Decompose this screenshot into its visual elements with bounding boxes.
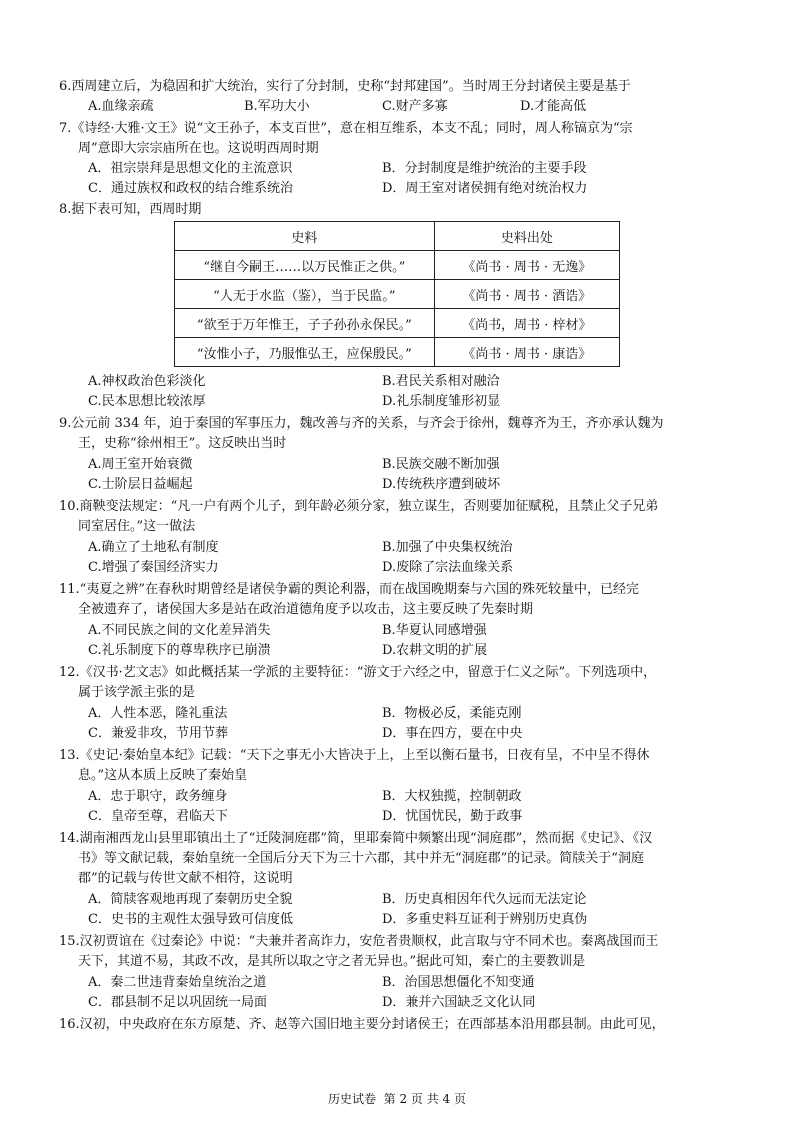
q14-option-b: B．历史真相因年代久远而无法定论 <box>382 892 587 907</box>
table-row <box>175 251 620 280</box>
q12-option-b: B．物极必反，柔能克刚 <box>382 706 522 721</box>
table-cell-source: “汝惟小子，乃服惟弘王，应保殷民。” <box>175 338 435 367</box>
q11-option-a: A.不同民族之间的文化差异消失 <box>88 623 271 638</box>
q9-option-d: D.传统秩序遭到破坏 <box>382 477 501 492</box>
q7-option-c: C．通过族权和政权的结合维系统治 <box>88 181 293 196</box>
table-row <box>175 309 620 338</box>
table-row <box>175 338 620 367</box>
q7-option-d: D．周王室对诸侯拥有绝对统治权力 <box>382 181 588 196</box>
page-footer: 历史试卷 第 2 页 共 4 页 <box>328 1092 466 1106</box>
q12-option-c: C．兼爱非攻，节用节葬 <box>88 726 228 741</box>
q11-option-d: D.农耕文明的扩展 <box>382 643 488 658</box>
q15-option-a: A．秦二世违背秦始皇统治之道 <box>88 975 267 990</box>
table-cell-source: “欲至于万年惟王，子子孙孙永保民。” <box>175 309 435 338</box>
q14-line-2: 书》等文献记载，秦始皇统一全国后分天下为三十六郡，其中并无“洞庭郡”的记录。简牍关于“洞庭 <box>78 851 644 866</box>
q15-option-b: B．治国思想僵化不知变通 <box>382 975 535 990</box>
q13-option-b: B．大权独揽，控制朝政 <box>382 789 522 804</box>
q10-line-1: 10.商鞅变法规定：“凡一户有两个儿子，到年龄必须分家，独立谋生，否则要加征赋税，且禁止父子兄弟 <box>59 499 659 514</box>
table-cell-origin: 《尚书 · 周书 · 酒诰》 <box>434 280 619 309</box>
q12-option-d: D．事在四方，要在中央 <box>382 726 523 741</box>
q7-line-2: 周”意即大宗宗庙所在也。这说明西周时期 <box>78 141 319 156</box>
q8-option-c: C.民本思想比较浓厚 <box>88 394 206 409</box>
q13-line-1: 13.《史记·秦始皇本纪》记载：“天下之事无小大皆决于上，上至以衡石量书，日夜有呈，不中呈不得休 <box>59 748 650 763</box>
q6-option-d: D.才能高低 <box>520 99 587 114</box>
q8-line-1: 8.据下表可知，西周时期 <box>59 202 202 217</box>
q9-line-1: 9.公元前 334 年，迫于秦国的军事压力，魏改善与齐的关系，与齐会于徐州，魏尊齐为王，齐亦承认魏为 <box>59 416 664 431</box>
q12-option-a: A．人性本恶，隆礼重法 <box>88 706 228 721</box>
q10-line-2: 同室居住。”这一做法 <box>78 519 196 534</box>
q6-option-a: A.血缘亲疏 <box>88 99 154 114</box>
q11-option-b: B.华夏认同感增强 <box>382 623 487 638</box>
q14-option-c: C．史书的主观性太强导致可信度低 <box>88 912 293 927</box>
q6-line-1: 6.西周建立后，为稳固和扩大统治，实行了分封制，史称“封邦建国”。当时周王分封诸侯主要是基于 <box>59 79 631 94</box>
q15-option-d: D．兼并六国缺乏文化认同 <box>382 995 536 1010</box>
table-cell-source: “继自今嗣王……以万民惟正之供。” <box>175 251 435 280</box>
q8-option-b: B.君民关系相对融洽 <box>382 374 500 389</box>
q14-line-3: 郡”的记载与传世文献不相符，这说明 <box>78 871 293 886</box>
q9-option-a: A.周王室开始衰微 <box>88 457 193 472</box>
q11-option-c: C.礼乐制度下的尊卑秩序已崩溃 <box>88 643 271 658</box>
q9-option-c: C.士阶层日益崛起 <box>88 477 193 492</box>
q16-line-1: 16.汉初，中央政府在东方原楚、齐、赵等六国旧地主要分封诸侯王；在西部基本沿用郡县制。由此可见， <box>59 1017 665 1032</box>
q11-line-1: 11.“夷夏之辨”在春秋时期曾经是诸侯争霸的舆论利器，而在战国晚期秦与六国的殊死较量中，已经完 <box>59 582 639 597</box>
table-row <box>175 280 620 309</box>
q10-option-d: D.废除了宗法血缘关系 <box>382 560 514 575</box>
q9-line-2: 王，史称“徐州相王”。这反映出当时 <box>78 436 287 451</box>
source-table <box>174 221 620 367</box>
q12-line-2: 属于该学派主张的是 <box>78 685 196 700</box>
q11-line-2: 全被遗弃了，诸侯国大多是站在政治道德角度予以攻击，这主要反映了先秦时期 <box>78 602 534 617</box>
q7-line-1: 7.《诗经·大雅·文王》说“文王孙子，本支百世”，意在相互维系，本支不乱；同时，周人称镐京为“宗 <box>59 121 633 136</box>
q10-option-b: B.加强了中央集权统治 <box>382 540 513 555</box>
q10-option-c: C.增强了秦国经济实力 <box>88 560 219 575</box>
q6-option-c: C.财产多寡 <box>382 99 448 114</box>
q14-option-a: A．简牍客观地再现了秦朝历史全貌 <box>88 892 293 907</box>
table-header-row <box>175 222 620 251</box>
q8-option-a: A.神权政治色彩淡化 <box>88 374 206 389</box>
q7-option-b: B．分封制度是维护统治的主要手段 <box>382 161 587 176</box>
q9-option-b: B.民族交融不断加强 <box>382 457 500 472</box>
q13-option-d: D．忧国忧民，勤于政事 <box>382 809 523 824</box>
q13-option-a: A．忠于职守，政务缠身 <box>88 789 228 804</box>
q10-option-a: A.确立了土地私有制度 <box>88 540 219 555</box>
table-header-origin: 史料出处 <box>434 222 619 251</box>
q6-option-b: B.军功大小 <box>244 99 310 114</box>
q13-line-2: 息。”这从本质上反映了秦始皇 <box>78 768 248 783</box>
q7-option-a: A．祖宗崇拜是思想文化的主流意识 <box>88 161 293 176</box>
q12-line-1: 12.《汉书·艺文志》如此概括某一学派的主要特征：“游文于六经之中，留意于仁义之际”。下列选项中， <box>59 665 657 680</box>
table-cell-origin: 《尚书 · 周书 · 康诰》 <box>434 338 619 367</box>
q15-line-2: 天下，其道不易，其政不改，是其所以取之守之者无异也。”据此可知，秦亡的主要教训是 <box>78 954 586 969</box>
q14-line-1: 14.湖南湘西龙山县里耶镇出土了“迁陵洞庭郡”简，里耶秦简中频繁出现“洞庭郡”，然而据《史记》、《汉 <box>59 831 653 846</box>
q8-option-d: D.礼乐制度雏形初显 <box>382 394 501 409</box>
q13-option-c: C．皇帝至尊，君临天下 <box>88 809 228 824</box>
table-cell-origin: 《尚书 · 周书 · 无逸》 <box>434 251 619 280</box>
q15-option-c: C．郡县制不足以巩固统一局面 <box>88 995 267 1010</box>
table-cell-source: “人无于水监（鉴），当于民监。” <box>175 280 435 309</box>
table-cell-origin: 《尚书，周书 · 梓材》 <box>434 309 619 338</box>
q14-option-d: D．多重史料互证利于辨别历史真伪 <box>382 912 588 927</box>
table-header-source: 史料 <box>175 222 435 251</box>
q15-line-1: 15.汉初贾谊在《过秦论》中说：“夫兼并者高诈力，安危者贵顺权，此言取与守不同术也。秦离战国而王 <box>59 934 659 949</box>
